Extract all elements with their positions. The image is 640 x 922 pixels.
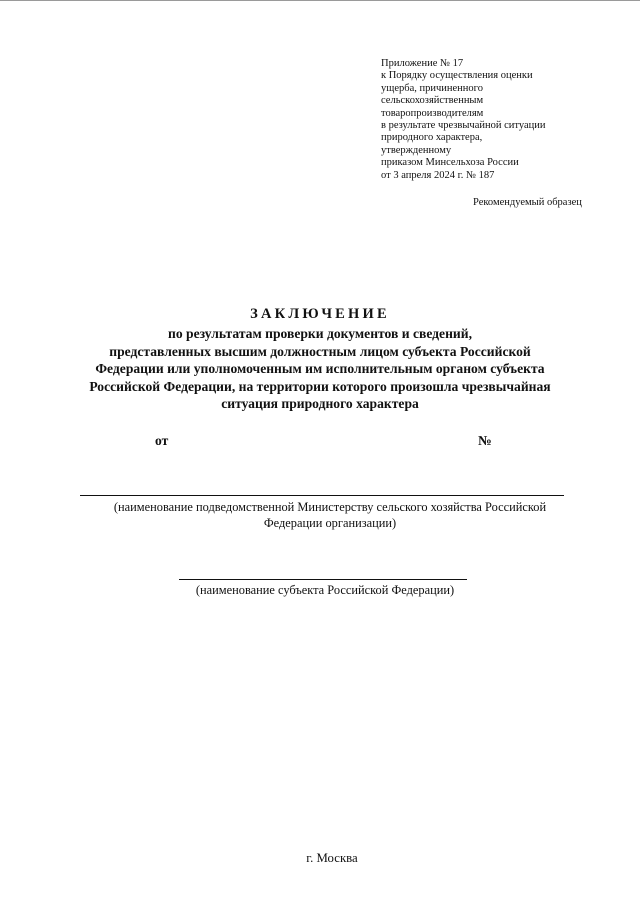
subtitle-line: Федерации или уполномоченным им исполнительным органом субъекта xyxy=(95,361,545,377)
appendix-line: утвержденному xyxy=(381,144,452,156)
appendix-line: в результате чрезвычайной ситуации xyxy=(381,120,546,132)
subject-caption: (наименование субъекта Российской Федерации) xyxy=(195,583,455,597)
scan-top-edge xyxy=(0,0,640,1)
organization-caption-line: (наименование подведомственной Министерству сельского хозяйства Российской xyxy=(113,500,547,514)
document-subtitle xyxy=(60,325,580,413)
appendix-line: от 3 апреля 2024 г. № 187 xyxy=(381,169,495,181)
recommended-sample-label: Рекомендуемый образец xyxy=(473,197,582,208)
number-label: № xyxy=(478,433,492,448)
subtitle-line: Российской Федерации, на территории которого произошла чрезвычайная xyxy=(89,378,551,394)
subtitle-line: представленных высшим должностным лицом субъекта Российской xyxy=(109,343,531,359)
appendix-line: природного характера, xyxy=(381,132,483,144)
appendix-line: Приложение № 17 xyxy=(381,58,464,69)
organization-fill-line xyxy=(80,495,564,496)
organization-caption xyxy=(80,499,580,531)
city-label: г. Москва xyxy=(306,851,358,865)
subtitle-line: по результатам проверки документов и сведений, xyxy=(167,326,472,341)
date-label: от xyxy=(155,433,169,448)
appendix-line: к Порядку осуществления оценки xyxy=(381,70,533,82)
subtitle-line: ситуация природного характера xyxy=(221,396,419,412)
appendix-block xyxy=(381,58,601,182)
appendix-line: сельскохозяйственным xyxy=(381,95,484,107)
appendix-line: приказом Минсельхоза России xyxy=(381,157,519,169)
subject-fill-line xyxy=(179,579,467,580)
appendix-line: товаропроизводителям xyxy=(381,107,484,119)
organization-caption-line: Федерации организации) xyxy=(263,516,397,530)
document-title: ЗАКЛЮЧЕНИЕ xyxy=(250,306,390,322)
appendix-line: ущерба, причиненного xyxy=(381,82,483,94)
